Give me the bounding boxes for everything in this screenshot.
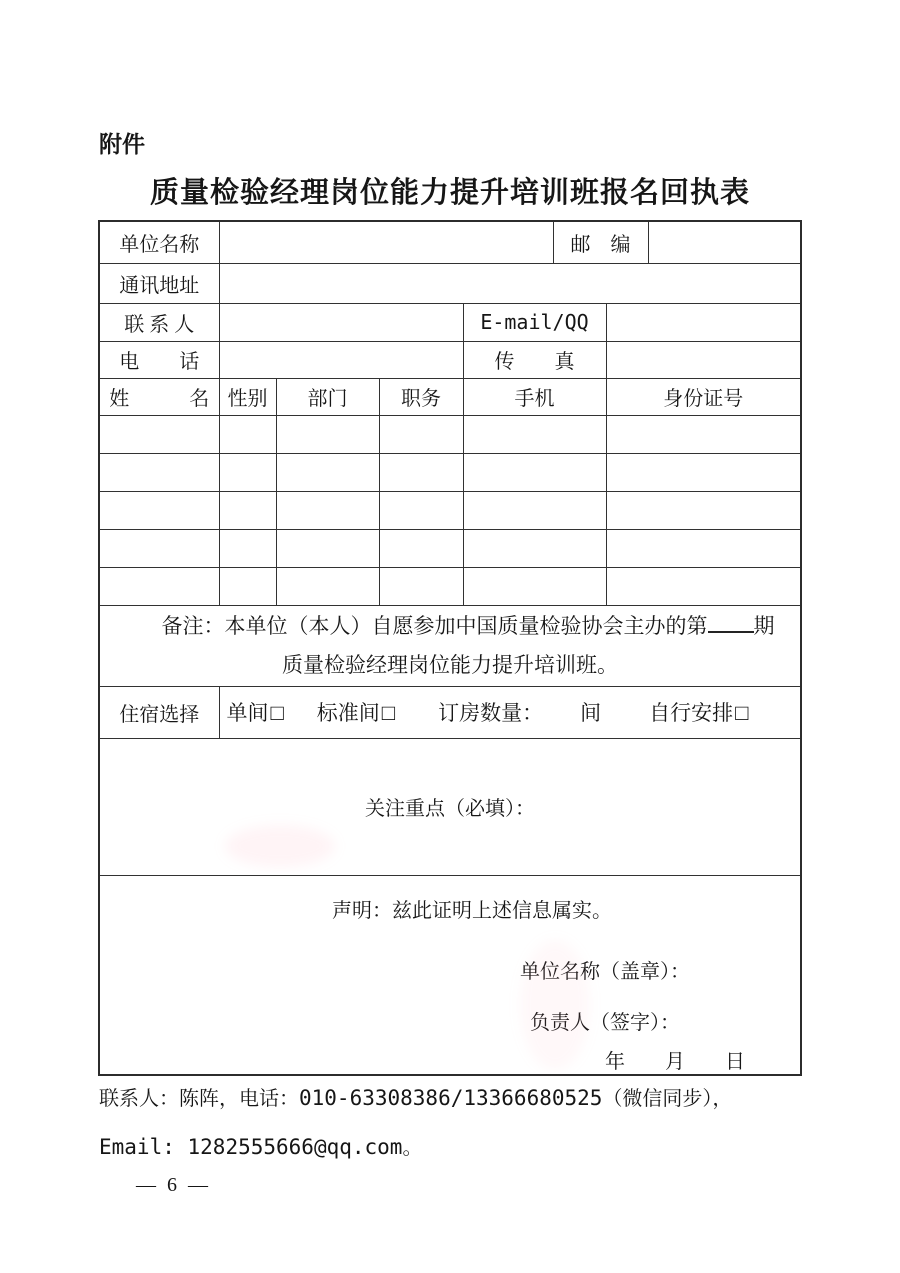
roster-header-mobile: 手机 — [463, 378, 606, 415]
roster-cell[interactable] — [379, 491, 463, 529]
focus-area-cell[interactable] — [99, 738, 801, 875]
postal-code-value-cell[interactable] — [648, 221, 801, 263]
roster-cell[interactable] — [276, 415, 379, 453]
roster-cell[interactable] — [99, 453, 219, 491]
postal-code-label: 邮 编 — [553, 221, 648, 263]
focus-label: 关注重点（必填）： — [365, 798, 535, 820]
single-room-checkbox-icon[interactable]: □ — [270, 700, 284, 725]
roster-cell[interactable] — [463, 529, 606, 567]
self-arrange-checkbox-icon[interactable]: □ — [735, 700, 749, 725]
date-line: 年 月 日 — [605, 1050, 745, 1073]
remark-line2: 质量检验经理岗位能力提升培训班。 — [282, 653, 618, 677]
declaration-row — [99, 875, 801, 1075]
declaration-cell — [99, 875, 801, 1075]
booking-quantity-unit: 间 — [580, 701, 602, 725]
roster-header-department: 部门 — [276, 378, 379, 415]
roster-cell[interactable] — [276, 491, 379, 529]
accommodation-row — [99, 686, 801, 738]
roster-cell[interactable] — [606, 491, 801, 529]
email-qq-value-cell[interactable] — [606, 303, 801, 341]
table-row — [99, 303, 801, 341]
self-arrange-label: 自行安排 — [649, 701, 734, 725]
roster-header-gender: 性别 — [219, 378, 276, 415]
roster-cell[interactable] — [379, 567, 463, 605]
roster-cell[interactable] — [276, 567, 379, 605]
remark-row — [99, 605, 801, 686]
roster-cell[interactable] — [606, 453, 801, 491]
footer-email-value: 1282555666@qq.com — [187, 1135, 403, 1159]
single-room-label: 单间 — [226, 701, 269, 725]
roster-cell[interactable] — [463, 567, 606, 605]
registration-form-table — [98, 220, 802, 1076]
roster-cell[interactable] — [379, 529, 463, 567]
roster-cell[interactable] — [219, 529, 276, 567]
table-row — [99, 263, 801, 303]
page-title: 质量检验经理岗位能力提升培训班报名回执表 — [149, 177, 750, 209]
unit-name-label: 单位名称 — [99, 221, 219, 263]
page-number: — 6 — — [136, 1174, 211, 1196]
booking-quantity-label: 订房数量： — [438, 701, 544, 725]
address-value-cell[interactable] — [219, 263, 801, 303]
table-row — [99, 341, 801, 378]
fax-value-cell[interactable] — [606, 341, 801, 378]
remark-line1-prefix: 备注：本单位（本人）自愿参加中国质量检验协会主办的第 — [161, 614, 708, 638]
accommodation-options-cell — [219, 686, 801, 738]
accommodation-label: 住宿选择 — [99, 686, 219, 738]
roster-empty-row — [99, 491, 801, 529]
footer-email-line — [99, 1131, 422, 1160]
standard-room-label: 标准间 — [316, 701, 380, 725]
roster-header-position: 职务 — [379, 378, 463, 415]
roster-cell[interactable] — [276, 529, 379, 567]
unit-name-value-cell[interactable] — [219, 221, 553, 263]
remark-line1 — [100, 607, 800, 646]
roster-cell[interactable] — [99, 529, 219, 567]
footer-contact-suffix: （微信同步）， — [602, 1088, 733, 1110]
roster-cell[interactable] — [606, 415, 801, 453]
fax-label: 传 真 — [463, 341, 606, 378]
roster-cell[interactable] — [219, 567, 276, 605]
footer-contact-phone: 010-63308386/13366680525 — [299, 1086, 603, 1110]
remark-cell — [99, 605, 801, 686]
attachment-label: 附件 — [99, 131, 145, 157]
roster-header-name: 姓 名 — [99, 378, 219, 415]
roster-cell[interactable] — [379, 415, 463, 453]
signer-label: 负责人（签字）： — [530, 1011, 680, 1034]
remark-line1-suffix: 期 — [753, 614, 775, 638]
table-row — [99, 221, 801, 263]
footer-contact-line — [99, 1082, 732, 1111]
roster-cell[interactable] — [99, 415, 219, 453]
roster-cell[interactable] — [219, 453, 276, 491]
roster-header-id-number: 身份证号 — [606, 378, 801, 415]
footer-contact-prefix: 联系人：陈阵，电话： — [99, 1088, 299, 1110]
footer-email-label: Email: — [99, 1135, 188, 1159]
email-qq-label: E-mail/QQ — [463, 303, 606, 341]
roster-cell[interactable] — [379, 453, 463, 491]
roster-empty-row — [99, 529, 801, 567]
declaration-statement: 声明：兹此证明上述信息属实。 — [332, 899, 612, 922]
roster-cell[interactable] — [606, 567, 801, 605]
roster-header-row — [99, 378, 801, 415]
unit-seal-label: 单位名称（盖章）： — [520, 960, 690, 983]
roster-empty-row — [99, 567, 801, 605]
contact-person-label: 联 系 人 — [99, 303, 219, 341]
focus-row — [99, 738, 801, 875]
roster-cell[interactable] — [219, 491, 276, 529]
footer-email-period: 。 — [402, 1137, 423, 1159]
term-number-blank[interactable] — [708, 616, 754, 633]
roster-empty-row — [99, 453, 801, 491]
roster-cell[interactable] — [463, 415, 606, 453]
contact-person-value-cell[interactable] — [219, 303, 463, 341]
roster-cell[interactable] — [219, 415, 276, 453]
roster-cell[interactable] — [463, 453, 606, 491]
roster-cell[interactable] — [99, 567, 219, 605]
roster-cell[interactable] — [606, 529, 801, 567]
phone-label: 电 话 — [99, 341, 219, 378]
roster-cell[interactable] — [276, 453, 379, 491]
phone-value-cell[interactable] — [219, 341, 463, 378]
address-label: 通讯地址 — [99, 263, 219, 303]
roster-cell[interactable] — [463, 491, 606, 529]
standard-room-checkbox-icon[interactable]: □ — [381, 700, 396, 725]
roster-empty-row — [99, 415, 801, 453]
roster-cell[interactable] — [99, 491, 219, 529]
